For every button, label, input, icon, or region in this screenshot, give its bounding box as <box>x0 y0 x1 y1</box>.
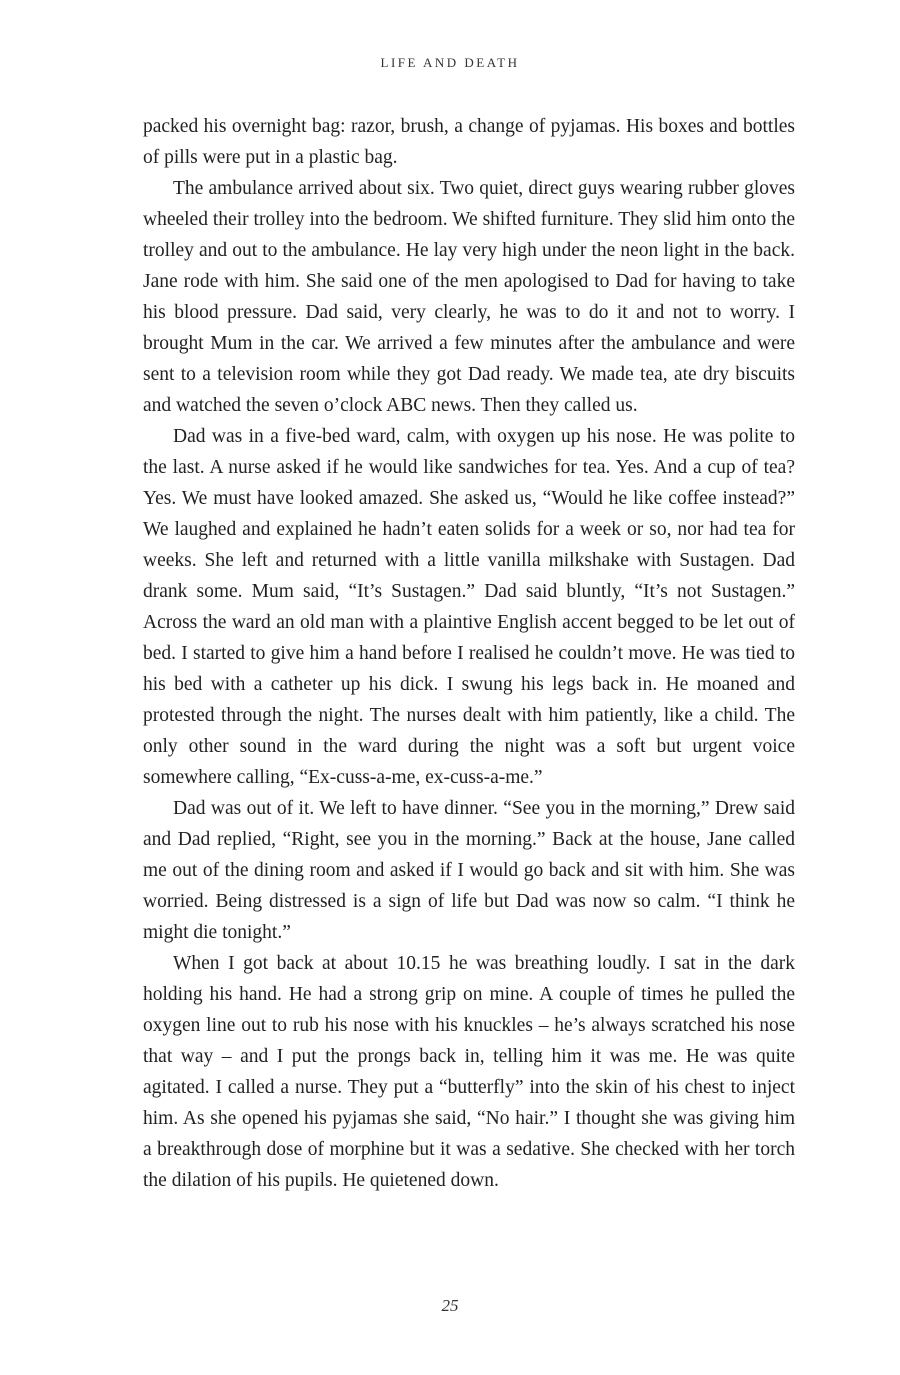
paragraph-5: When I got back at about 10.15 he was breathing loudly. I sat in the dark holding his hand. He had a strong grip on mine. A couple of times he pulled the oxygen line out to rub his nose with his knuckles – he’s always scratched his nose that way – and I put the prongs back in, telling him it was me. He was quite agitated. I called a nurse. They put a “butterfly” into the skin of his chest to inject him. As she opened his pyjamas she said, “No hair.” I thought she was giving him a breakthrough dose of morphine but it was a sedative. She checked with her torch the dilation of his pupils. He quietened down. <box>143 953 795 1191</box>
paragraph-4: Dad was out of it. We left to have dinner. “See you in the morning,” Drew said and Dad replied, “Right, see you in the morning.” Back at the house, Jane called me out of the dining room and asked if I would go back and sit with him. She was worried. Being distressed is a sign of life but Dad was now so calm. “I think he might die tonight.” <box>143 798 795 943</box>
paragraph-1: packed his overnight bag: razor, brush, a change of pyjamas. His boxes and bottles of pills were put in a plastic bag. <box>143 116 795 168</box>
body-text <box>143 111 795 1196</box>
page-number: 25 <box>441 1296 459 1315</box>
paragraph-2: The ambulance arrived about six. Two quiet, direct guys wearing rubber gloves wheeled their trolley into the bedroom. We shifted furniture. They slid him onto the trolley and out to the ambulance. He lay very high under the neon light in the back. Jane rode with him. She said one of the men apologised to Dad for having to take his blood pressure. Dad said, very clearly, he was to do it and not to worry. I brought Mum in the car. We arrived a few minutes after the ambulance and were sent to a television room while they got Dad ready. We made tea, ate dry biscuits and watched the seven o’clock ABC news. Then they called us. <box>143 178 795 416</box>
running-head: LIFE AND DEATH <box>380 55 520 70</box>
paragraph-3: Dad was in a five-bed ward, calm, with oxygen up his nose. He was polite to the last. A nurse asked if he would like sandwiches for tea. Yes. And a cup of tea? Yes. We must have looked amazed. She asked us, “Would he like coffee instead?” We laughed and explained he hadn’t eaten solids for a week or so, nor had tea for weeks. She left and returned with a little vanilla milkshake with Sustagen. Dad drank some. Mum said, “It’s Sustagen.” Dad said bluntly, “It’s not Sustagen.” Across the ward an old man with a plaintive English accent begged to be let out of bed. I started to give him a hand before I realised he couldn’t move. He was tied to his bed with a catheter up his dick. I swung his legs back in. He moaned and protested through the night. The nurses dealt with him patiently, like a child. The only other sound in the ward during the night was a soft but urgent voice somewhere calling, “Ex-cuss-a-me, ex-cuss-a-me.” <box>143 426 795 788</box>
